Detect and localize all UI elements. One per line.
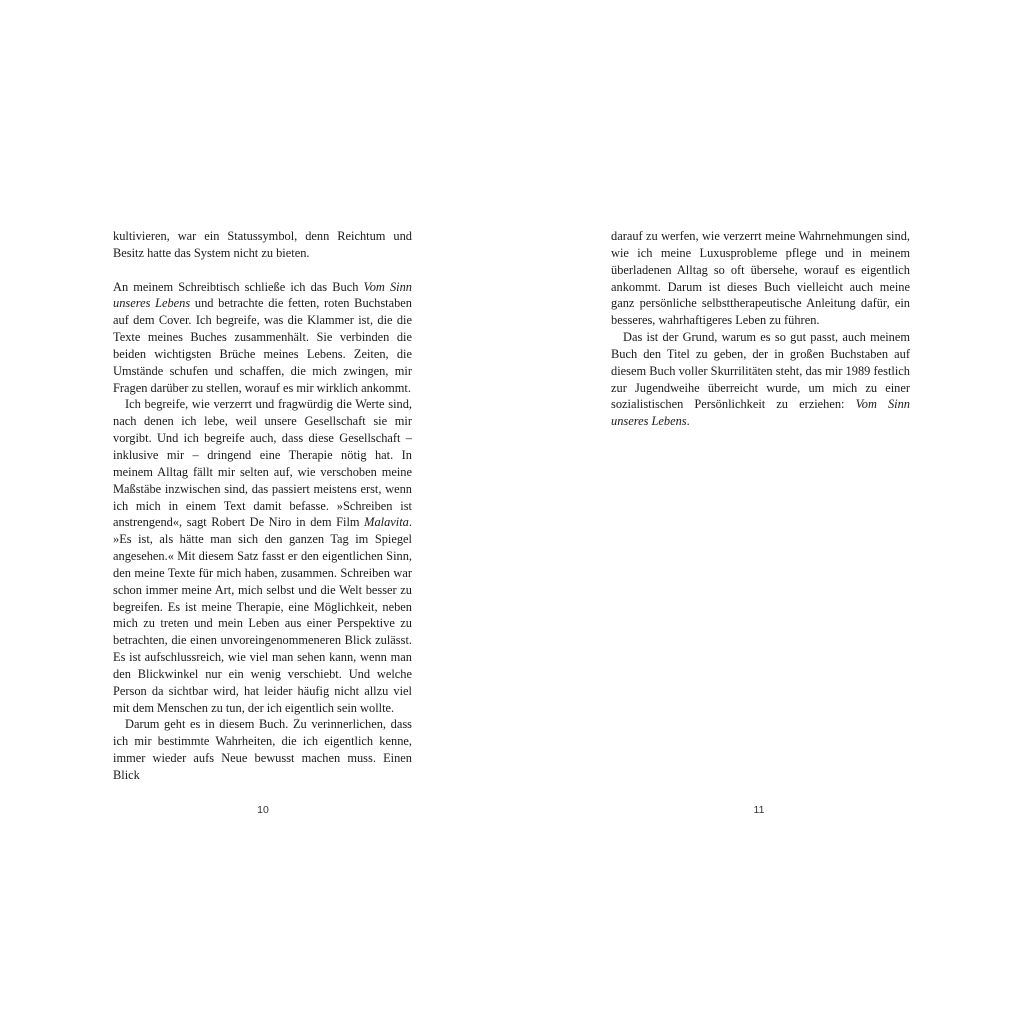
film-title-italic: Malavita (364, 515, 409, 530)
paragraph (113, 228, 412, 262)
book-title-italic: Vom Sinn unseres Lebens (611, 397, 911, 429)
paragraph (611, 329, 910, 430)
text-segment: Das ist der Grund, warum es so gut passt, auch meinem Buch den Titel zu geben, der in großen Buchstaben auf diesem Buch voller Skurrilitäten steht, das mir 1989 festlich zur Jugendweihe überreicht wurde, um mich zu einer sozialistischen Persönlichkeit zu erziehen: (611, 330, 910, 412)
paragraph (113, 716, 412, 783)
text-segment: Ich begreife, wie verzerrt und fragwürdig die Werte sind, nach denen ich lebe, weil unsere Gesellschaft sie mir vorgibt. Und ich begreife auch, dass diese Gesellschaft – inklusive mir – dringend eine Therapie nötig hat. In meinem Alltag fällt mir selten auf, wie verschoben meine Maßstäbe inzwischen sind, das passiert meistens erst, wenn ich mich in einem Text damit befasse. »Schreiben ist anstrengend«, sagt Robert De Niro in dem Film (113, 397, 412, 530)
text-segment: An meinem Schreibtisch schließe ich das Buch (113, 279, 364, 294)
paragraph (113, 279, 412, 397)
page-number-right: 11 (753, 804, 765, 816)
paragraph (611, 228, 910, 329)
paragraph (113, 396, 412, 716)
book-title-italic: Vom Sinn unseres Lebens (113, 279, 412, 311)
text-segment: kultivieren, war ein Statussymbol, denn Reichtum und Besitz hatte das System nicht zu bieten. (113, 229, 412, 260)
text-segment: . (686, 414, 690, 429)
text-segment: . »Es ist, als hätte man sich den ganzen Tag im Spiegel angesehen.« Mit diesem Satz fasst er den eigentlichen Sinn, den meine Texte für mich haben, zusammen. Schreiben war schon immer meine Art, mich selbst und die Welt besser zu begreifen. Es ist meine Therapie, eine Möglichkeit, neben mich zu treten und mein Leben aus einer Perspektive zu betrachten, die einen unvoreingenommeneren Blick zulässt. Es ist aufschlussreich, wie viel man sehen kann, wenn man den Blickwinkel nur ein wenig verschiebt. Und welche Person da sichtbar wird, hat leider häufig nicht allzu viel mit dem Menschen zu tun, der ich eigentlich sein wollte. (113, 515, 412, 715)
right-page-body (611, 228, 910, 430)
text-segment: und betrachte die fetten, roten Buchstaben auf dem Cover. Ich begreife, was die Klammer ist, die die Texte meines Buches zusammenhält. Sie verbinden die beiden wichtigsten Brüche meines Lebens. Zeiten, die Umstände schufen und schaffen, die mich zwingen, mir Fragen darüber zu stellen, worauf es mir wirklich ankommt. (113, 296, 412, 395)
left-page-body (113, 228, 412, 784)
text-segment: Darum geht es in diesem Buch. Zu verinnerlichen, dass ich mir bestimmte Wahrheiten, die ich eigentlich kenne, immer wieder aufs Neue bewusst machen muss. Einen Blick (113, 717, 412, 782)
page-number-left: 10 (257, 804, 269, 816)
text-segment: darauf zu werfen, wie verzerrt meine Wahrnehmungen sind, wie ich meine Luxusprobleme pflege und in meinem überladenen Alltag so oft übersehe, worauf es eigentlich ankommt. Darum ist dieses Buch vielleicht auch meine ganz persönliche selbsttherapeutische Anleitung dafür, ein besseres, wahrhaftigeres Leben zu führen. (611, 229, 910, 328)
